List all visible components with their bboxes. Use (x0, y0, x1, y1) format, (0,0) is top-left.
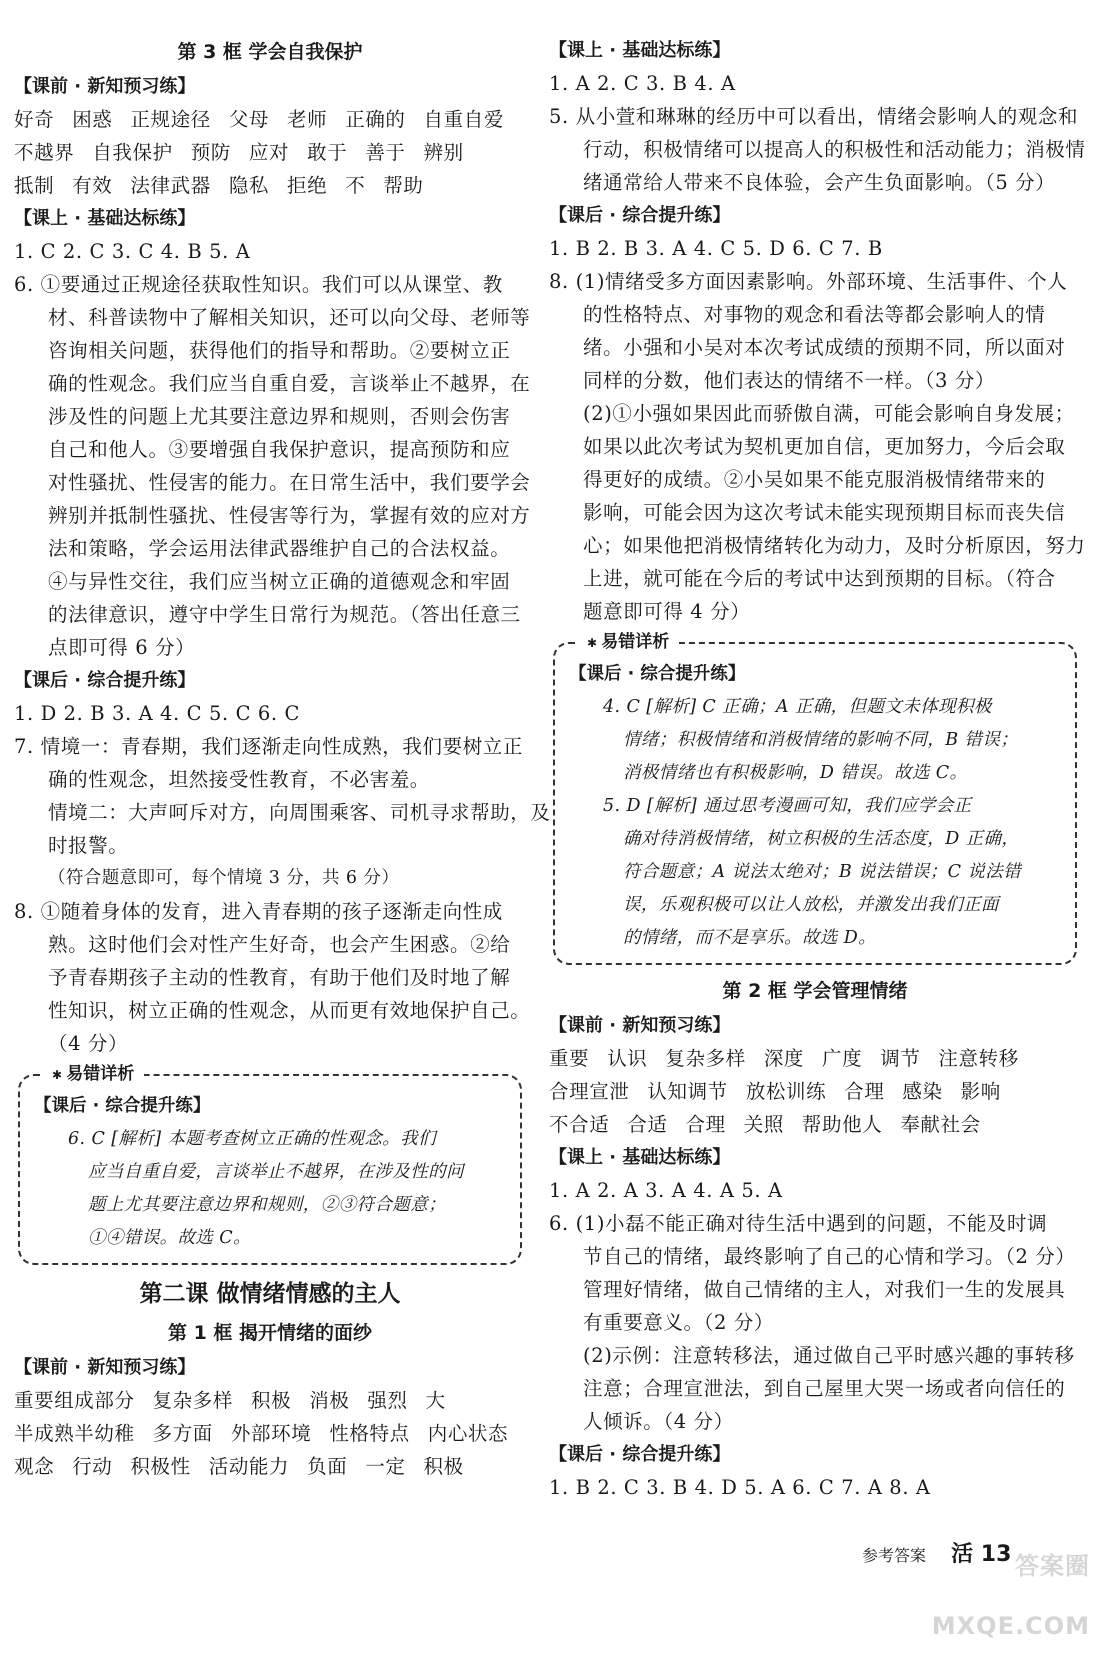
error-analysis-box (553, 632, 1077, 965)
answer-paragraph (14, 268, 531, 664)
text-line: 时报警。 (48, 834, 129, 857)
error-analysis-box (18, 1064, 522, 1265)
keyword: 老师 (287, 108, 328, 131)
answer-row: 1. A 2. A 3. A 4. A 5. A (549, 1179, 783, 1202)
keyword: 奉献社会 (900, 1113, 981, 1136)
keyword-row (14, 1417, 526, 1450)
text-line: 7. 情境一：青春期，我们逐渐走向性成熟，我们要树立正 (14, 735, 524, 758)
keyword: 认知调节 (647, 1080, 728, 1103)
text-line: 8. (1)情绪受多方面因素影响。外部环境、生活事件、个人 (549, 270, 1068, 293)
box-heading: 【课后 · 综合提升练】 (569, 664, 746, 684)
answer-row: 1. C 2. C 3. C 4. B 5. A (14, 240, 251, 263)
keyword: 自重自爱 (423, 108, 504, 131)
text-line: 行动，积极情绪可以提高人的积极性和活动能力；消极情 (583, 138, 1086, 161)
keyword: 不 (345, 174, 366, 197)
keyword: 性格特点 (329, 1422, 410, 1445)
keyword: 复杂多样 (152, 1389, 234, 1412)
text-line: （4 分） (48, 1032, 129, 1055)
text-line: 上进，就可能在今后的考试中达到预期的目标。（符合 (583, 567, 1056, 590)
text-line: 误，乐观积极可以让人放松，并激发出我们正面 (623, 895, 999, 915)
answer-row: 1. B 2. B 3. A 4. C 5. D 6. C 7. B (549, 237, 883, 260)
text-line: 法和策略，学会运用法律武器维护自己的合法权益。 (48, 537, 511, 560)
text-line: 的法律意识，遵守中学生日常行为规范。（答出任意三 (48, 603, 521, 626)
keyword: 隐私 (228, 174, 270, 197)
keyword: 关照 (743, 1113, 784, 1136)
text-line: ①④错误。故选 C。 (88, 1228, 251, 1248)
text-line: 8. ①随着身体的发育，进入青春期的孩子逐渐走向性成 (14, 900, 503, 923)
keyword: 内心状态 (427, 1422, 509, 1445)
text-line: 6. C [解析] 本题考查树立正确的性观念。我们 (68, 1129, 436, 1149)
keyword-row (14, 136, 526, 169)
box-lines (569, 691, 1061, 955)
text-line: 得更好的成绩。②小吴如果不能克服消极情绪带来的 (583, 468, 1046, 491)
text-line: 心；如果他把消极情绪转化为动力，及时分析原因，努力 (583, 534, 1086, 557)
keyword: 法律武器 (130, 174, 211, 197)
keyword: 积极 (251, 1389, 292, 1412)
text-line: 5. 从小萱和琳琳的经历中可以看出，情绪会影响人的观念和 (549, 105, 1079, 128)
keyword: 积极性 (130, 1455, 191, 1478)
text-line: (2)示例：注意转移法，通过做自己平时感兴趣的事转移 (583, 1344, 1075, 1367)
text-line: 5. D [解析] 通过思考漫画可知，我们应学会正 (603, 796, 972, 816)
keyword: 拒绝 (287, 174, 328, 197)
text-line: 如果以此次考试为契机更加自信，更加努力，今后会取 (583, 435, 1066, 458)
text-line: 消极情绪也有积极影响，D 错误。故选 C。 (623, 763, 968, 783)
keyword: 应对 (248, 141, 290, 164)
keyword-row (14, 1450, 526, 1483)
text-line: 6. (1)小磊不能正确对待生活中遇到的问题，不能及时调 (549, 1212, 1048, 1235)
section-title: 第 3 框 学会自我保护 (177, 41, 363, 63)
keyword: 自我保护 (92, 141, 173, 164)
text-line: 自己和他人。③要增强自我保护意识，提高预防和应 (48, 438, 511, 461)
page-number: 活 13 (951, 1542, 1012, 1567)
page-footer (862, 1540, 1042, 1570)
keyword: 敢于 (307, 141, 348, 164)
answer-paragraph (14, 895, 531, 1060)
text-line: 确的性观念，坦然接受性教育，不必害羞。 (48, 768, 430, 791)
text-line: 节自己的情绪，最终影响了自己的心情和学习。（2 分） (583, 1245, 1076, 1268)
text-line: 绪。小强和小吴对本次考试成绩的预期不同，所以面对 (583, 336, 1066, 359)
text-line: 题意即可得 4 分） (583, 600, 751, 623)
keyword: 正规途径 (130, 108, 211, 131)
text-line: 熟。这时他们会对性产生好奇，也会产生困惑。②给 (48, 933, 511, 956)
keyword-row (549, 1108, 1081, 1141)
subsection-heading: 【课上 · 基础达标练】 (14, 208, 196, 229)
keyword: 观念 (14, 1455, 55, 1478)
keyword: 不合适 (549, 1113, 610, 1136)
keyword-row (549, 1075, 1081, 1108)
subsection-heading: 【课前 · 新知预习练】 (14, 1357, 196, 1378)
text-line: 题上尤其要注意边界和规则，②③符合题意； (88, 1195, 446, 1215)
keyword: 帮助他人 (801, 1113, 883, 1136)
footer-label: 参考答案 (862, 1546, 927, 1565)
keyword: 合适 (627, 1113, 668, 1136)
keyword-row (549, 1042, 1081, 1075)
keyword: 大 (425, 1389, 446, 1412)
answer-row: 1. D 2. B 3. A 4. C 5. C 6. C (14, 702, 301, 725)
text-line: 确对待消极情绪，树立积极的生活态度，D 正确， (623, 829, 1020, 849)
text-line: ④与异性交往，我们应当树立正确的道德观念和牢固 (48, 570, 511, 593)
keyword: 感染 (902, 1080, 943, 1103)
answer-paragraph (14, 730, 551, 895)
text-line: 涉及性的问题上尤其要注意边界和规则，否则会伤害 (48, 405, 511, 428)
keyword: 善于 (365, 141, 406, 164)
subsection-heading: 【课前 · 新知预习练】 (14, 76, 196, 97)
keyword: 帮助 (383, 174, 424, 197)
keyword: 放松训练 (745, 1080, 827, 1103)
keyword: 辨别 (423, 141, 464, 164)
text-line: 咨询相关问题，获得他们的指导和帮助。②要树立正 (48, 339, 511, 362)
text-line: 6. ①要通过正规途径获取性知识。我们可以从课堂、教 (14, 273, 503, 296)
box-label: ✱ 易错详析 (577, 630, 679, 655)
keyword: 预防 (190, 141, 231, 164)
right-column (549, 34, 1086, 1504)
keyword: 半成熟半幼稚 (14, 1422, 135, 1445)
text-line: 人倾诉。（4 分） (583, 1410, 734, 1433)
keyword: 积极 (423, 1455, 464, 1478)
watermark-logo: 答案圈 MXQE.COM (931, 1552, 1090, 1640)
answer-row: 1. A 2. C 3. B 4. A (549, 72, 736, 95)
text-line: 确的性观念。我们应当自重自爱，言谈举止不越界，在 (48, 372, 531, 395)
keyword-row (14, 1384, 526, 1417)
text-line: 点即可得 6 分） (48, 636, 196, 659)
text-line: 影响，可能会因为这次考试未能实现预期目标而丧失信 (583, 501, 1066, 524)
keyword: 负面 (307, 1455, 348, 1478)
text-line: 同样的分数，他们表达的情绪不一样。（3 分） (583, 369, 996, 392)
keyword: 困惑 (72, 108, 113, 131)
box-heading: 【课后 · 综合提升练】 (34, 1096, 211, 1116)
text-line: 予青春期孩子主动的性教育，有助于他们及时地了解 (48, 966, 511, 989)
text-line: 管理好情绪，做自己情绪的主人，对我们一生的发展具 (583, 1278, 1066, 1301)
text-line: 绪通常给人带来不良体验，会产生负面影响。（5 分） (583, 171, 1056, 194)
keyword: 正确的 (345, 108, 406, 131)
subsection-heading: 【课后 · 综合提升练】 (549, 1444, 731, 1465)
text-line: 辨别并抵制性骚扰、性侵害等行为，掌握有效的应对方 (48, 504, 531, 527)
answer-row: 1. B 2. C 3. B 4. D 5. A 6. C 7. A 8. A (549, 1476, 931, 1499)
text-line: 的情绪，而不是享乐。故选 D。 (623, 928, 877, 948)
text-line: 注意；合理宣泄法，到自己屋里大哭一场或者向信任的 (583, 1377, 1066, 1400)
keyword: 有效 (72, 174, 113, 197)
answer-paragraph (549, 100, 1086, 199)
keyword: 注意转移 (938, 1047, 1019, 1070)
keyword: 不越界 (14, 141, 75, 164)
text-line: 材、科普读物中了解相关知识，还可以向父母、老师等 (48, 306, 531, 329)
keyword: 合理 (685, 1113, 726, 1136)
keyword: 重要组成部分 (14, 1389, 135, 1412)
keyword: 广度 (822, 1047, 863, 1070)
answer-paragraph (549, 265, 1086, 628)
section-title: 第 2 框 学会管理情绪 (722, 980, 908, 1002)
keyword-row (14, 103, 526, 136)
text-line: 对性骚扰、性侵害的能力。在日常生活中，我们要学会 (48, 471, 531, 494)
keyword: 好奇 (14, 108, 55, 131)
text-line: 4. C [解析] C 正确；A 正确，但题文未体现积极 (603, 697, 992, 717)
keyword: 深度 (763, 1047, 805, 1070)
keyword: 抵制 (14, 174, 55, 197)
text-line: 情绪；积极情绪和消极情绪的影响不同，B 错误； (623, 730, 1019, 750)
keyword: 外部环境 (230, 1422, 312, 1445)
keyword-row (14, 169, 526, 202)
text-line: 的性格特点、对事物的观念和看法等都会影响人的情 (583, 303, 1046, 326)
text-line: (2)①小强如果因此而骄傲自满，可能会影响自身发展； (583, 402, 1075, 425)
text-line: 性知识，树立正确的性观念，从而更有效地保护自己。 (48, 999, 531, 1022)
text-line: （符合题意即可，每个情境 3 分，共 6 分） (48, 868, 400, 888)
text-line: 应当自重自爱，言谈举止不越界，在涉及性的问 (88, 1162, 464, 1182)
keyword: 合理 (844, 1080, 885, 1103)
subsection-heading: 【课上 · 基础达标练】 (549, 40, 731, 61)
answer-paragraph (549, 1207, 1081, 1438)
text-line: 情境二：大声呵斥对方，向周围乘客、司机寻求帮助，及 (48, 801, 551, 824)
keyword: 父母 (228, 108, 270, 131)
keyword: 强烈 (367, 1389, 408, 1412)
keyword: 一定 (365, 1455, 406, 1478)
keyword: 多方面 (152, 1422, 213, 1445)
text-line: 有重要意义。（2 分） (583, 1311, 774, 1334)
keyword: 行动 (72, 1455, 113, 1478)
subsection-heading: 【课上 · 基础达标练】 (549, 1147, 731, 1168)
box-lines (34, 1123, 506, 1255)
keyword: 影响 (960, 1080, 1001, 1103)
subsection-heading: 【课后 · 综合提升练】 (549, 205, 731, 226)
keyword: 调节 (880, 1047, 921, 1070)
subsection-heading: 【课后 · 综合提升练】 (14, 670, 196, 691)
keyword: 认识 (607, 1047, 648, 1070)
box-label: ✱ 易错详析 (42, 1062, 144, 1087)
keyword: 消极 (309, 1389, 350, 1412)
lesson-title: 第二课 做情绪情感的主人 (139, 1281, 401, 1307)
keyword: 复杂多样 (665, 1047, 746, 1070)
keyword: 活动能力 (208, 1455, 290, 1478)
section-title: 第 1 框 揭开情绪的面纱 (167, 1322, 373, 1344)
keyword: 合理宣泄 (549, 1080, 630, 1103)
subsection-heading: 【课前 · 新知预习练】 (549, 1015, 731, 1036)
left-column (14, 34, 551, 1483)
text-line: 符合题意；A 说法太绝对；B 说法错误；C 说法错 (623, 862, 1022, 882)
keyword: 重要 (549, 1047, 590, 1070)
